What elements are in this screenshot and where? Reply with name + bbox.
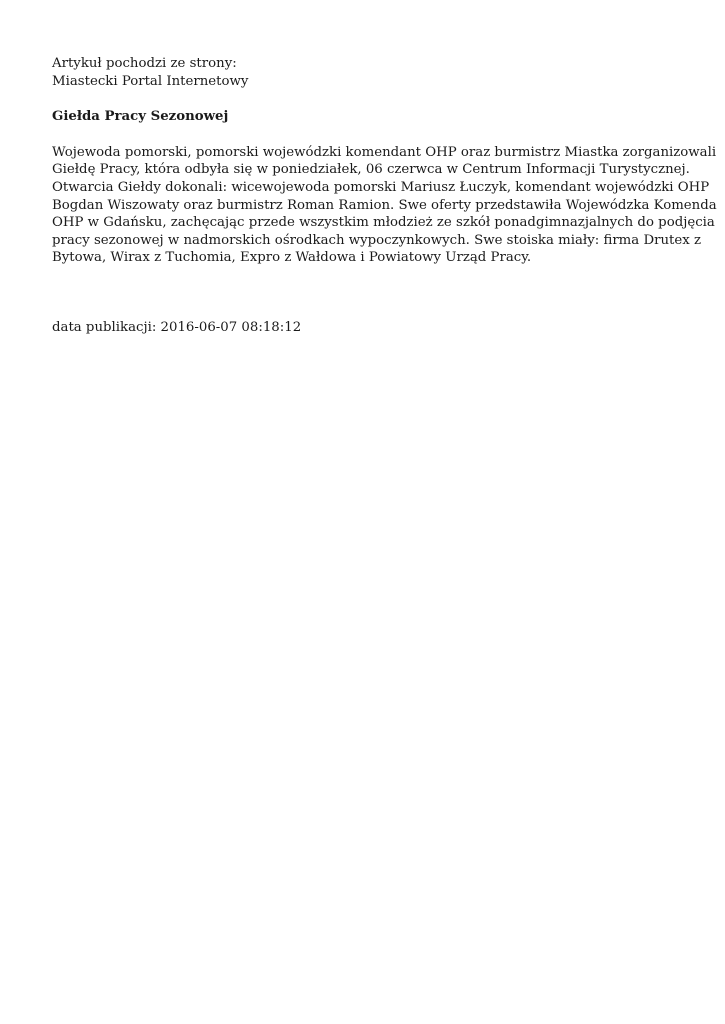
source-block: [52, 55, 672, 90]
source-intro: Artykuł pochodzi ze strony:: [52, 56, 237, 71]
article-body-line: Giełdę Pracy, która odbyła się w poniedziałek, 06 czerwca w Centrum Informacji Turystycznej.: [52, 162, 690, 178]
source-site-name: Miastecki Portal Internetowy: [52, 73, 249, 89]
article-body-line: OHP w Gdańsku, zachęcając przede wszystkim młodzież ze szkół ponadgimnazjalnych do podjęcia: [52, 215, 715, 231]
publication-date: data publikacji: 2016-06-07 08:18:12: [52, 319, 302, 335]
article-body-line: Wojewoda pomorski, pomorski wojewódzki komendant OHP oraz burmistrz Miastka zorganizowali: [52, 144, 717, 160]
document-page: [52, 55, 717, 337]
article-body-line: Bogdan Wiszowaty oraz burmistrz Roman Ramion. Swe oferty przedstawiła Wojewódzka Komenda: [52, 197, 717, 213]
article-title: Giełda Pracy Sezonowej: [52, 109, 229, 125]
article-body-line: Bytowa, Wirax z Tuchomia, Expro z Wałdowa i Powiatowy Urząd Pracy.: [52, 250, 532, 266]
article-body-line: pracy sezonowej w nadmorskich ośrodkach wypoczynkowych. Swe stoiska miały: firma Drutex z: [52, 232, 701, 248]
article-body: [52, 144, 717, 267]
article-body-line: Otwarcia Giełdy dokonali: wicewojewoda pomorski Mariusz Łuczyk, komendant wojewódzki OHP: [52, 179, 710, 195]
